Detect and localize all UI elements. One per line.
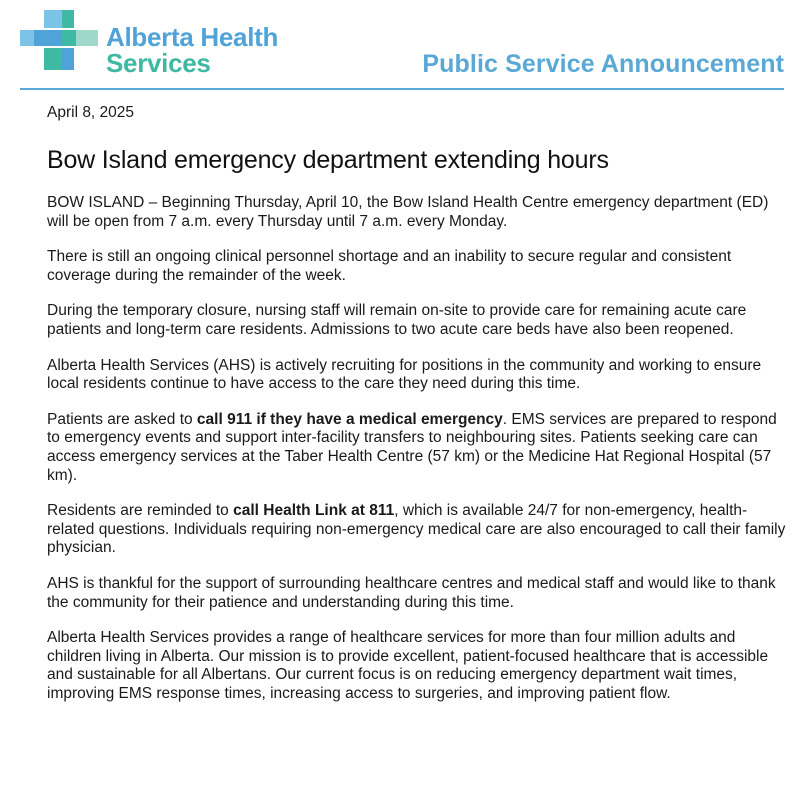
ahs-cross-logo-icon [20,8,100,72]
paragraph-6-text: Residents are reminded to [47,502,234,520]
ahs-wordmark [106,24,278,76]
paragraph-2: There is still an ongoing clinical personnel shortage and an inability to secure regular and consistent coverage during the remainder of the week. [47,248,732,284]
paragraph-6-rest: , which is available 24/7 for non-emergency, health-related questions. Individuals requiring non-emergency medical care are also encouraged to call their family physician. [47,502,786,557]
paragraph-7: AHS is thankful for the support of surrounding healthcare centres and medical staff and would like to thank the community for their patience and understanding during this time. [47,574,776,611]
ahs-logo [20,8,280,88]
header-divider [20,88,784,90]
announcement-label: Public Service Announcement [422,50,784,78]
paragraph-1: BOW ISLAND – Beginning Thursday, April 10, the Bow Island Health Centre emergency department (ED) will be open from 7 a.m. every Thursday until 7 a.m. every Monday. [47,194,769,230]
health-link-811-callout: call Health Link at 811 [233,502,395,520]
paragraph-3: During the temporary closure, nursing staff will remain on-site to provide care for remaining acute care patients and long-term care residents. Admissions to two acute care beds have also been reopened. [47,302,747,338]
emergency-911-callout: call 911 if they have a medical emergency [196,410,503,428]
logo-line-2: Services [106,48,211,78]
paragraph-5-rest: . EMS services are prepared to respond to emergency events and support inter-facility transfers to neighbouring sites. Patients seeking care can access emergency services at the Taber Health Centre (57 km) or the Medicine Hat Regional Hospital (57 km). [47,410,777,484]
paragraph-5-text: Patients are asked to [47,410,197,428]
paragraph-8: Alberta Health Services provides a range of healthcare services for more than four million adults and children living in Alberta. Our mission is to provide excellent, patient-focused healthcare that is accessible and sustainable for all Albertans. Our current focus is on reducing emergency department wait times, improving EMS response times, increasing access to surgeries, and improving patient flow. [47,629,769,702]
release-body [47,194,792,720]
logo-line-1: Alberta Health [106,22,279,52]
release-date: April 8, 2025 [47,104,135,121]
headline: Bow Island emergency department extending hours [47,146,609,174]
paragraph-4: Alberta Health Services (AHS) is actively recruiting for positions in the community and working to ensure local residents continue to have access to the care they need during this time. [47,356,762,393]
paragraph-6 [47,502,792,558]
paragraph-5 [47,411,792,485]
